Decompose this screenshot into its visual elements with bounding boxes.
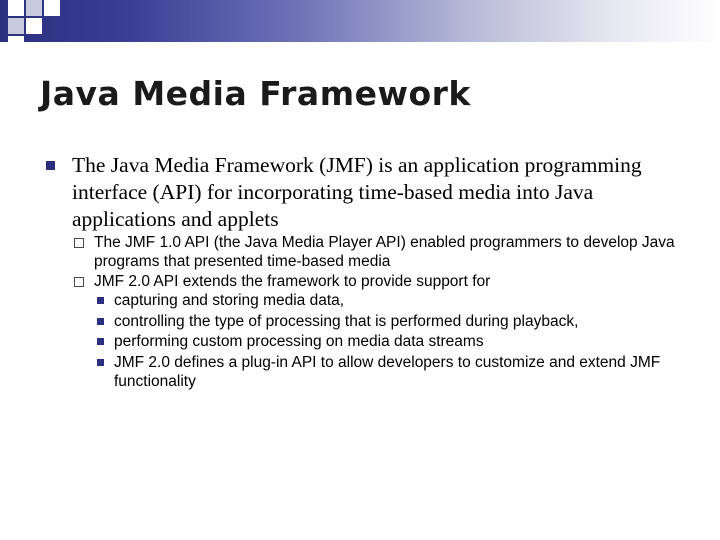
bullet-text: capturing and storing media data,	[114, 292, 345, 309]
band-square-3	[44, 0, 60, 16]
band-square-6	[8, 36, 24, 42]
band-square-1	[8, 0, 24, 16]
hollow-square-bullet-icon	[74, 277, 84, 287]
band-square-5	[26, 18, 42, 34]
square-bullet-icon	[97, 297, 104, 304]
bullet-text: JMF 2.0 API extends the framework to provide support for	[94, 273, 491, 290]
bullet-text: performing custom processing on media data streams	[114, 333, 484, 350]
square-bullet-icon	[97, 338, 104, 345]
bullet-text: JMF 2.0 defines a plug-in API to allow developers to customize and extend JMF functionality	[114, 353, 661, 390]
bullet-text: The Java Media Framework (JMF) is an application programming interface (API) for incorporating time-based media into Java applications and applets	[72, 153, 642, 231]
list-item	[40, 152, 685, 392]
list-item	[94, 291, 685, 311]
bullet-text: The JMF 1.0 API (the Java Media Player API) enabled programmers to develop Java programs that presented time-based media	[94, 234, 675, 270]
band-square-4	[8, 18, 24, 34]
square-bullet-icon	[97, 359, 104, 366]
bullet-text: controlling the type of processing that is performed during playback,	[114, 312, 579, 330]
bullet-list-level-2	[72, 233, 685, 392]
slide-body	[40, 152, 685, 394]
list-item	[94, 353, 685, 392]
hollow-square-bullet-icon	[74, 238, 84, 248]
bullet-list-level-3	[94, 291, 685, 392]
list-item	[94, 312, 685, 332]
list-item	[94, 332, 685, 352]
square-bullet-icon	[46, 161, 55, 170]
slide-title: Java Media Framework	[40, 74, 471, 113]
list-item	[72, 272, 685, 392]
header-decoration-band	[0, 0, 720, 42]
bullet-list-level-1	[40, 152, 685, 392]
list-item	[72, 233, 685, 271]
band-square-2	[26, 0, 42, 16]
square-bullet-icon	[97, 318, 104, 325]
